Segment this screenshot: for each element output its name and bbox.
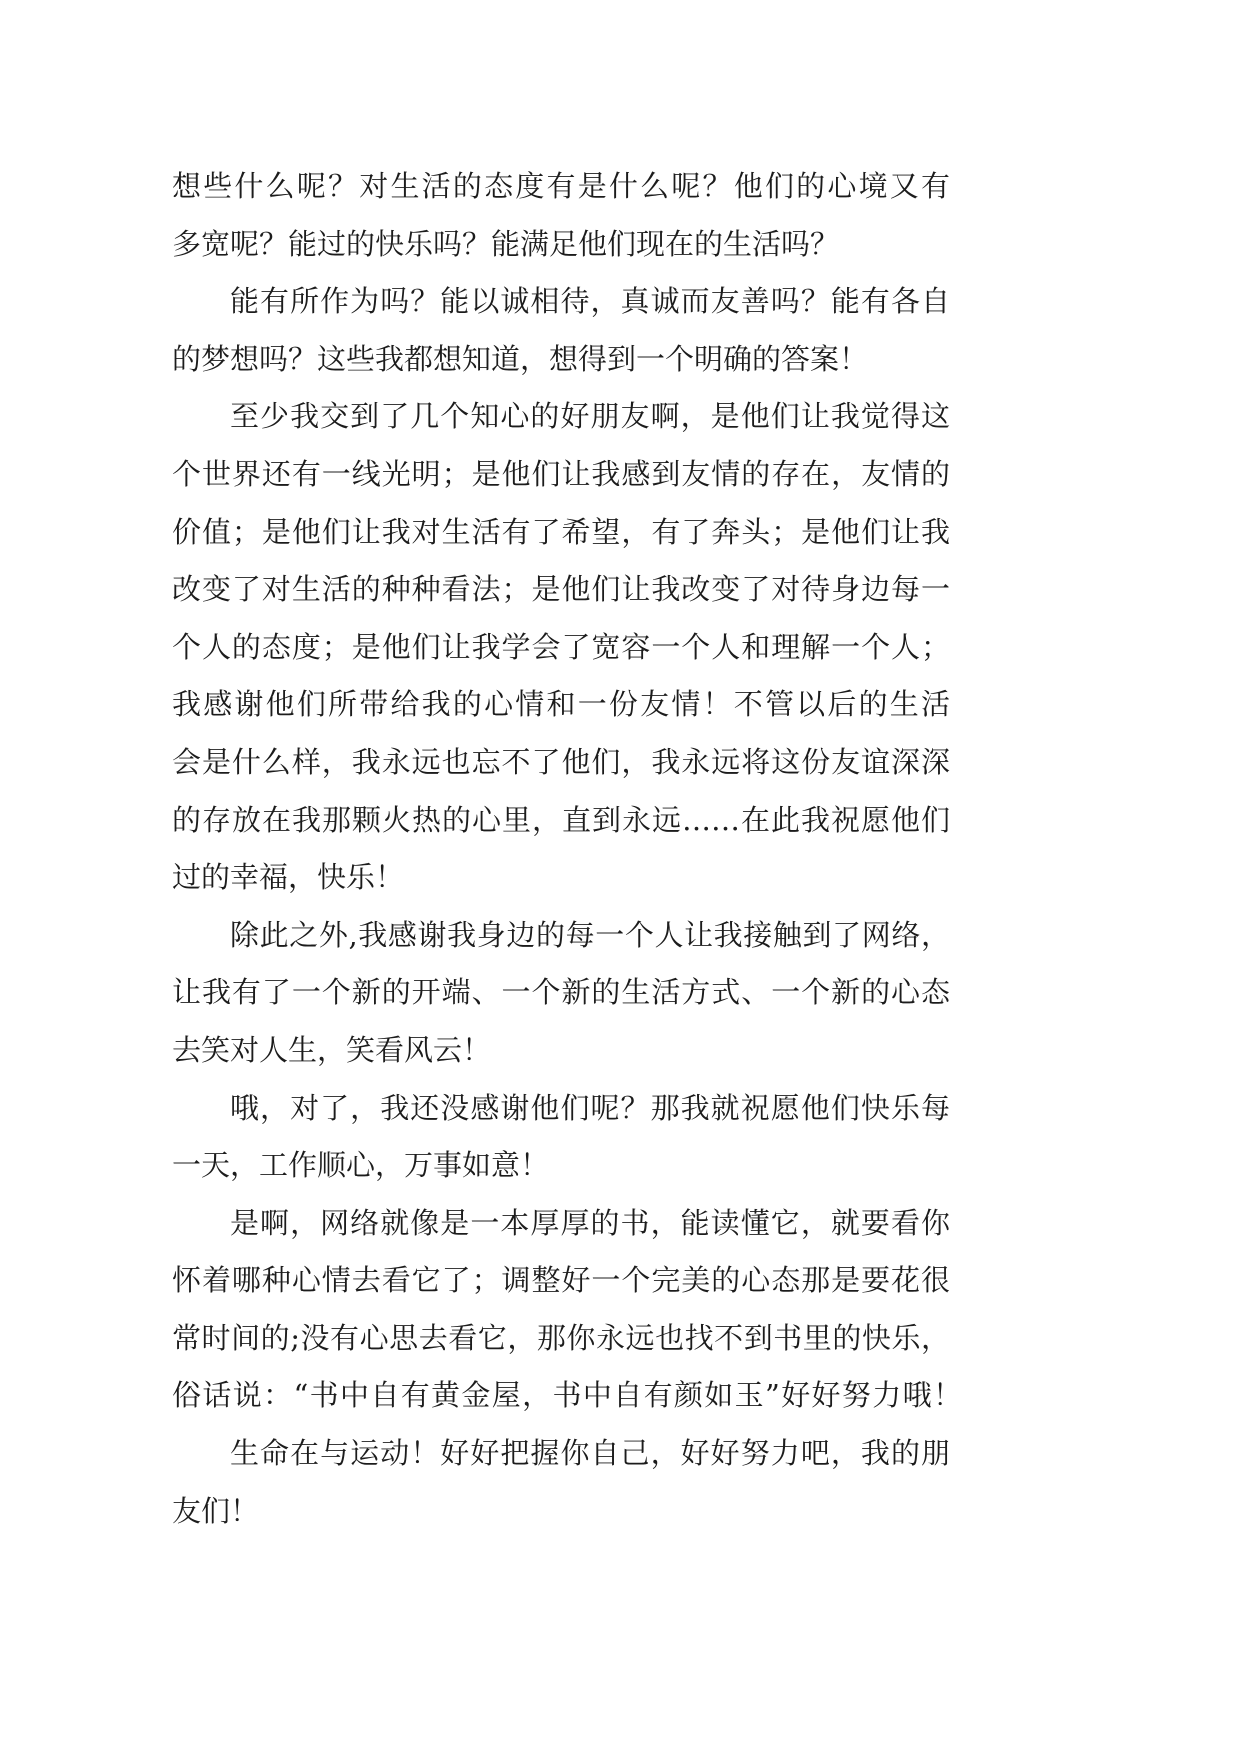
text-line: 我感谢他们所带给我的心情和一份友情！不管以后的生活 (172, 687, 950, 722)
paragraph (172, 1080, 992, 1195)
text-line: 的梦想吗？这些我都想知道，想得到一个明确的答案！ (172, 341, 869, 376)
paragraph (172, 158, 992, 273)
text-line: 至少我交到了几个知心的好朋友啊，是他们让我觉得这 (230, 399, 950, 434)
text-line: 友们！ (172, 1493, 260, 1528)
paragraph (172, 1425, 992, 1540)
text-line: 是啊，网络就像是一本厚厚的书，能读懂它，就要看你 (230, 1205, 950, 1240)
text-line: 改变了对生活的种种看法；是他们让我改变了对待身边每一 (172, 572, 950, 607)
text-line: 怀着哪种心情去看它了；调整好一个完美的心态那是要花很 (172, 1263, 950, 1298)
paragraph (172, 273, 992, 388)
text-line: 生命在与运动！好好把握你自己，好好努力吧，我的朋 (230, 1436, 950, 1471)
text-line: 多宽呢？能过的快乐吗？能满足他们现在的生活吗？ (172, 226, 840, 261)
text-line: 价值；是他们让我对生活有了希望，有了奔头；是他们让我 (172, 514, 950, 549)
text-line: 想些什么呢？对生活的态度有是什么呢？他们的心境又有 (172, 169, 950, 203)
text-line: 哦，对了，我还没感谢他们呢？那我就祝愿他们快乐每 (230, 1090, 950, 1125)
text-line: 俗话说：“书中自有黄金屋，书中自有颜如玉”好好努力哦！ (172, 1378, 962, 1413)
text-line: 个人的态度；是他们让我学会了宽容一个人和理解一个人； (172, 629, 950, 664)
text-line: 一天，工作顺心，万事如意！ (172, 1148, 550, 1183)
document-body (172, 158, 992, 1540)
text-line: 个世界还有一线光明；是他们让我感到友情的存在，友情的 (172, 456, 950, 491)
text-line: 过的幸福，快乐！ (172, 860, 405, 895)
paragraph (172, 907, 992, 1080)
text-line: 会是什么样，我永远也忘不了他们，我永远将这份友谊深深 (172, 744, 950, 779)
text-line: 能有所作为吗？能以诚相待，真诚而友善吗？能有各自 (230, 284, 950, 319)
paragraph (172, 1195, 992, 1425)
text-line: 常时间的;没有心思去看它，那你永远也找不到书里的快乐， (172, 1320, 950, 1355)
text-line: 让我有了一个新的开端、一个新的生活方式、一个新的心态 (172, 975, 950, 1010)
text-line: 除此之外,我感谢我身边的每一个人让我接触到了网络， (230, 917, 950, 952)
text-line: 去笑对人生，笑看风云！ (172, 1032, 492, 1067)
text-line: 的存放在我那颗火热的心里，直到永远……在此我祝愿他们 (172, 802, 950, 837)
paragraph (172, 388, 992, 906)
